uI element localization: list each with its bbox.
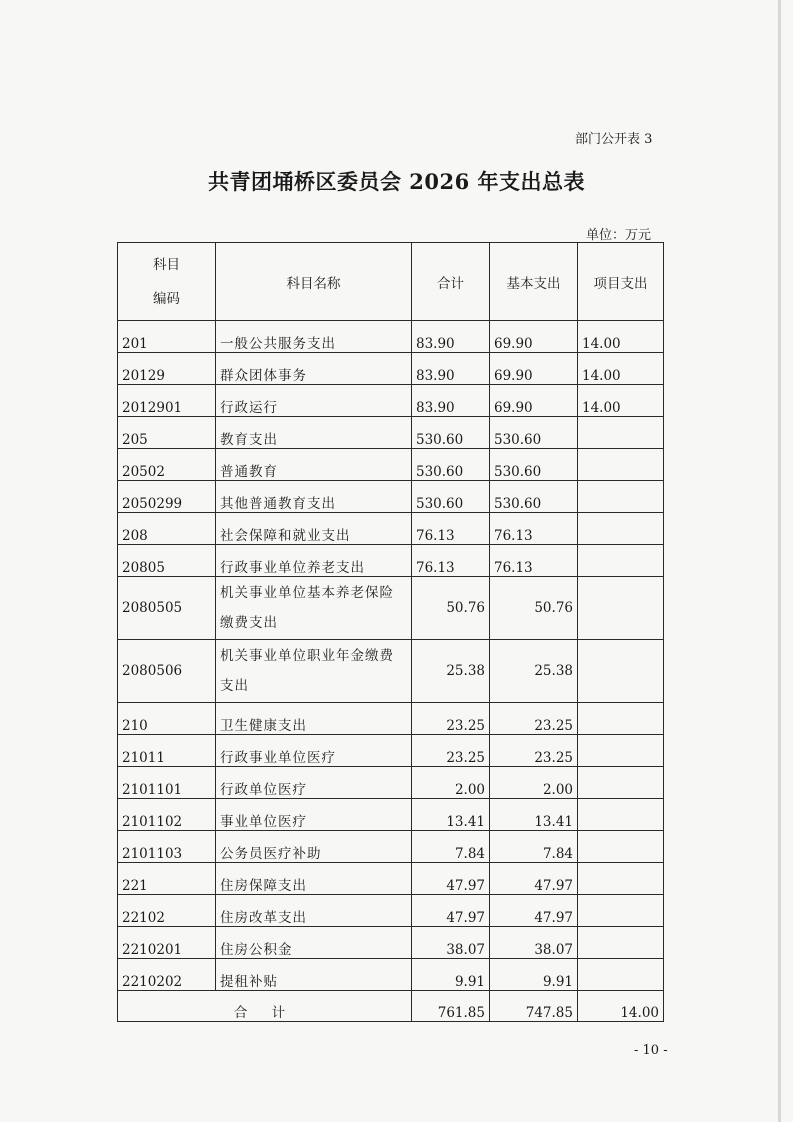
basic-cell: 530.60 xyxy=(490,449,578,481)
table-row xyxy=(118,735,664,767)
total-cell: 38.07 xyxy=(412,927,490,959)
basic-cell: 23.25 xyxy=(490,703,578,735)
basic-cell: 69.90 xyxy=(490,321,578,353)
totals-basic: 747.85 xyxy=(490,991,578,1022)
table-row xyxy=(118,927,664,959)
project-cell xyxy=(578,959,664,991)
code-cell: 221 xyxy=(118,863,216,895)
basic-cell: 530.60 xyxy=(490,481,578,513)
header-code xyxy=(118,243,216,321)
basic-cell: 9.91 xyxy=(490,959,578,991)
basic-cell: 50.76 xyxy=(490,577,578,640)
totals-total: 761.85 xyxy=(412,991,490,1022)
project-cell xyxy=(578,577,664,640)
basic-cell: 47.97 xyxy=(490,895,578,927)
table-row xyxy=(118,481,664,513)
name-cell: 住房保障支出 xyxy=(216,863,412,895)
total-cell: 530.60 xyxy=(412,481,490,513)
total-cell: 13.41 xyxy=(412,799,490,831)
name-cell: 提租补贴 xyxy=(216,959,412,991)
code-cell: 2210202 xyxy=(118,959,216,991)
header-code-line2: 编码 xyxy=(153,290,180,307)
code-cell: 21011 xyxy=(118,735,216,767)
name-cell: 行政运行 xyxy=(216,385,412,417)
code-cell: 210 xyxy=(118,703,216,735)
code-cell: 2012901 xyxy=(118,385,216,417)
table-row xyxy=(118,703,664,735)
total-cell: 83.90 xyxy=(412,385,490,417)
totals-label: 合 计 xyxy=(118,991,412,1022)
name-cell: 教育支出 xyxy=(216,417,412,449)
table-row xyxy=(118,959,664,991)
total-cell: 23.25 xyxy=(412,703,490,735)
code-cell: 2101102 xyxy=(118,799,216,831)
total-cell: 47.97 xyxy=(412,895,490,927)
basic-cell: 69.90 xyxy=(490,385,578,417)
table-row xyxy=(118,767,664,799)
code-cell: 205 xyxy=(118,417,216,449)
basic-cell: 69.90 xyxy=(490,353,578,385)
name-cell: 行政单位医疗 xyxy=(216,767,412,799)
project-cell xyxy=(578,863,664,895)
total-cell: 7.84 xyxy=(412,831,490,863)
table-row xyxy=(118,545,664,577)
basic-cell: 76.13 xyxy=(490,513,578,545)
project-cell xyxy=(578,895,664,927)
project-cell xyxy=(578,513,664,545)
project-cell: 14.00 xyxy=(578,353,664,385)
table-row xyxy=(118,513,664,545)
total-cell: 25.38 xyxy=(412,640,490,703)
project-cell xyxy=(578,449,664,481)
project-cell xyxy=(578,735,664,767)
project-cell xyxy=(578,927,664,959)
project-cell xyxy=(578,545,664,577)
basic-cell: 25.38 xyxy=(490,640,578,703)
code-cell: 2101101 xyxy=(118,767,216,799)
basic-cell: 530.60 xyxy=(490,417,578,449)
total-cell: 23.25 xyxy=(412,735,490,767)
name-cell: 住房改革支出 xyxy=(216,895,412,927)
total-cell: 76.13 xyxy=(412,545,490,577)
project-cell xyxy=(578,640,664,703)
table-label: 部门公开表 3 xyxy=(575,132,653,147)
totals-project: 14.00 xyxy=(578,991,664,1022)
table-row xyxy=(118,321,664,353)
name-cell: 机关事业单位职业年金缴费支出 xyxy=(216,640,412,703)
code-cell: 201 xyxy=(118,321,216,353)
basic-cell: 47.97 xyxy=(490,863,578,895)
header-total: 合计 xyxy=(412,243,490,321)
name-cell: 公务员医疗补助 xyxy=(216,831,412,863)
table-row xyxy=(118,863,664,895)
code-cell: 20129 xyxy=(118,353,216,385)
project-cell: 14.00 xyxy=(578,321,664,353)
total-cell: 50.76 xyxy=(412,577,490,640)
basic-cell: 7.84 xyxy=(490,831,578,863)
code-cell: 2080505 xyxy=(118,577,216,640)
table-row xyxy=(118,799,664,831)
page-title: 共青团埇桥区委员会 2026 年支出总表 xyxy=(207,169,586,194)
code-cell: 22102 xyxy=(118,895,216,927)
project-cell xyxy=(578,767,664,799)
name-cell: 行政事业单位医疗 xyxy=(216,735,412,767)
name-cell: 群众团体事务 xyxy=(216,353,412,385)
header-row xyxy=(118,243,664,321)
table-row xyxy=(118,353,664,385)
code-cell: 2050299 xyxy=(118,481,216,513)
basic-cell: 13.41 xyxy=(490,799,578,831)
name-cell: 机关事业单位基本养老保险缴费支出 xyxy=(216,577,412,640)
project-cell xyxy=(578,703,664,735)
total-cell: 2.00 xyxy=(412,767,490,799)
project-cell: 14.00 xyxy=(578,385,664,417)
basic-cell: 23.25 xyxy=(490,735,578,767)
page-number: - 10 - xyxy=(634,1043,668,1058)
table-row xyxy=(118,640,664,703)
total-cell: 9.91 xyxy=(412,959,490,991)
total-cell: 530.60 xyxy=(412,417,490,449)
table-row xyxy=(118,895,664,927)
expenditure-table xyxy=(117,242,664,1022)
table-row xyxy=(118,831,664,863)
name-cell: 社会保障和就业支出 xyxy=(216,513,412,545)
header-project: 项目支出 xyxy=(578,243,664,321)
total-cell: 530.60 xyxy=(412,449,490,481)
code-cell: 2210201 xyxy=(118,927,216,959)
total-cell: 47.97 xyxy=(412,863,490,895)
name-cell: 住房公积金 xyxy=(216,927,412,959)
name-cell: 卫生健康支出 xyxy=(216,703,412,735)
header-code-line1: 科目 xyxy=(153,256,180,273)
table-row xyxy=(118,577,664,640)
code-cell: 20502 xyxy=(118,449,216,481)
code-cell: 2101103 xyxy=(118,831,216,863)
code-cell: 2080506 xyxy=(118,640,216,703)
table-row xyxy=(118,385,664,417)
unit-label: 单位：万元 xyxy=(586,228,652,243)
total-cell: 83.90 xyxy=(412,353,490,385)
header-name: 科目名称 xyxy=(216,243,412,321)
basic-cell: 76.13 xyxy=(490,545,578,577)
project-cell xyxy=(578,831,664,863)
name-cell: 其他普通教育支出 xyxy=(216,481,412,513)
name-cell: 普通教育 xyxy=(216,449,412,481)
name-cell: 一般公共服务支出 xyxy=(216,321,412,353)
table-row xyxy=(118,449,664,481)
header-basic: 基本支出 xyxy=(490,243,578,321)
basic-cell: 2.00 xyxy=(490,767,578,799)
totals-row xyxy=(118,991,664,1022)
project-cell xyxy=(578,481,664,513)
code-cell: 208 xyxy=(118,513,216,545)
project-cell xyxy=(578,417,664,449)
name-cell: 行政事业单位养老支出 xyxy=(216,545,412,577)
total-cell: 76.13 xyxy=(412,513,490,545)
table-row xyxy=(118,417,664,449)
basic-cell: 38.07 xyxy=(490,927,578,959)
code-cell: 20805 xyxy=(118,545,216,577)
total-cell: 83.90 xyxy=(412,321,490,353)
name-cell: 事业单位医疗 xyxy=(216,799,412,831)
project-cell xyxy=(578,799,664,831)
